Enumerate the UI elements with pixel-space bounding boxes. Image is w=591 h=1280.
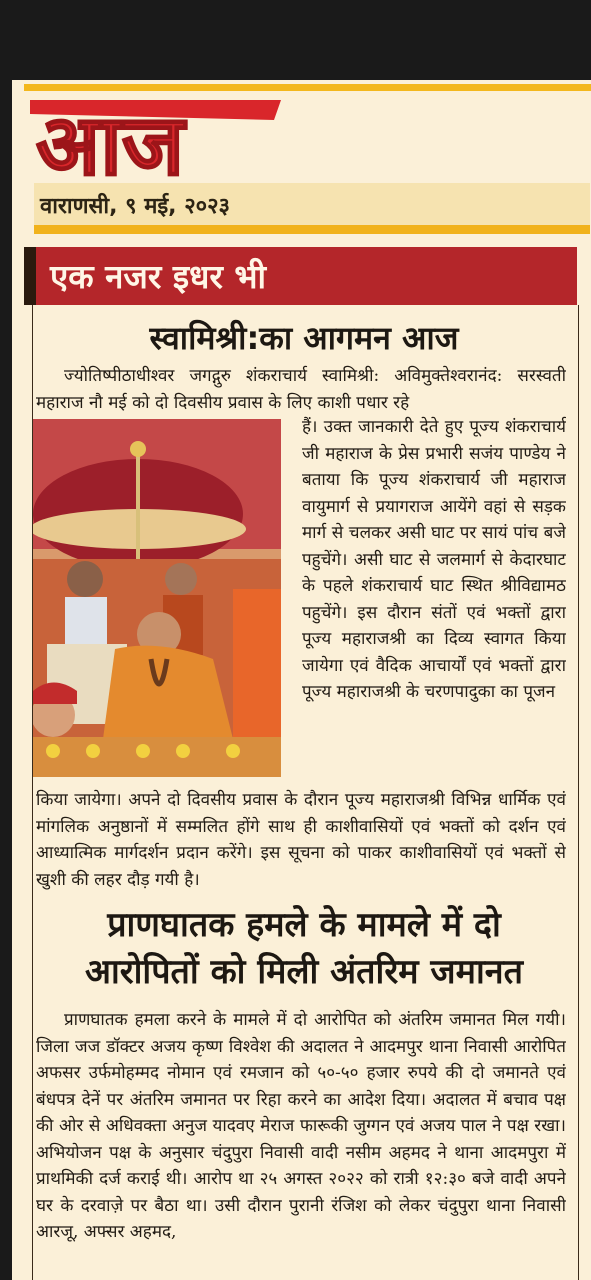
article2-body: प्राणघातक हमला करने के मामले में दो आरोपित को अंतरिम जमानत मिल गयी। जिला जज डॉक्टर अजय कृष्ण विश्वेश की अदालत ने आदमपुर थाना निवासी आरोपित अफसर उर्फमोहम्मद नोमान एवं रमजान को ५०-५० हजार रुपये की दो जमानते एवं बंधपत्र देनें पर अंतरिम जमानत पर रिहा करने का आदेश दिया। अदालत में बचाव पक्ष की ओर से अधिवक्ता अनुज यादवए मेराज फारूकी जुग्गन एवं अजय पाल ने पक्ष रखा। अभियोजन पक्ष के अनुसार चंदुपुरा निवासी वादी नसीम अहमद ने थाना आदमपुरा में प्राथमिकी दर्ज कराई थी। आरोप था २५ अगस्त २०२२ को रात्री १२:३० बजे वादी अपने घर के दरवाज़े पर बैठा था। उसी दौरान पुरानी रंजिश को लेकर चंदुपुरा थाना निवासी आरजू, अफ्सर अहमद, <box>36 1010 566 1242</box>
newspaper-logo <box>26 92 286 182</box>
dateline-text: वाराणसी, ९ मई, २०२३ <box>40 194 230 219</box>
article1-headline: स्वामिश्री:का आगमन आज <box>149 319 459 357</box>
section-banner <box>24 247 577 305</box>
photo-illustration <box>33 419 281 777</box>
news-photo <box>33 419 281 777</box>
article2-headline-line1: प्राणघातक हमले के मामले में दो <box>107 905 501 945</box>
article1-closing-text: किया जायेगा। अपने दो दिवसीय प्रवास के दौरान पूज्य महाराजश्री विभिन्न धार्मिक एवं मांगलिक अनुष्ठानों में सम्मलित होंगे साथ ही काशीवासियों एवं भक्तों को दर्शन एवं आध्यात्मिक मार्गदर्शन प्रदान करेंगे। इस सूचना को पाकर काशीवासियों एवं भक्तों से खुशी की लहर दौड़ गयी है। <box>36 790 566 890</box>
dateline-bar <box>34 183 590 234</box>
newspaper-clipping <box>12 80 591 1280</box>
logo-lettering: आज <box>36 96 185 182</box>
article1-column-text: हैं। उक्त जानकारी देते हुए पूज्य शंकराचार्य जी महाराज के प्रेस प्रभारी सजंय पाण्डेय ने बताया कि पूज्य शंकराचार्य जी महाराज वायुमार्ग से प्रयागराज आयेंगे वहां से सड़क मार्ग से चलकर असी घाट पर सायं पांच बजे पहुचेंगे। असी घाट से जलमार्ग से केदारघाट के पहले शंकराचार्य घाट स्थित श्रीविद्यामठ पहुचेंगे। इस दौरान संतों एवं भक्तों द्वारा पूज्य महाराजश्री का दिव्य स्वागत किया जायेगा एवं वैदिक आचार्यों एवं भक्तों द्वारा पूज्य महाराजश्री के चरणपादुका का पूजन <box>302 417 566 702</box>
article2-headline-line2: आरोपितों को मिली अंतरिम जमानत <box>84 952 524 992</box>
article1-intro: ज्योतिष्पीठाधीश्वर जगद्गुरु शंकराचार्य स्वामिश्री: अविमुक्तेश्वरानंद: सरस्वती महाराज नौ मई को दो दिवसीय प्रवास के लिए काशी पधार रहे <box>36 366 566 413</box>
section-title: एक नजर इधर भी <box>50 257 267 296</box>
top-stripe <box>24 84 591 91</box>
